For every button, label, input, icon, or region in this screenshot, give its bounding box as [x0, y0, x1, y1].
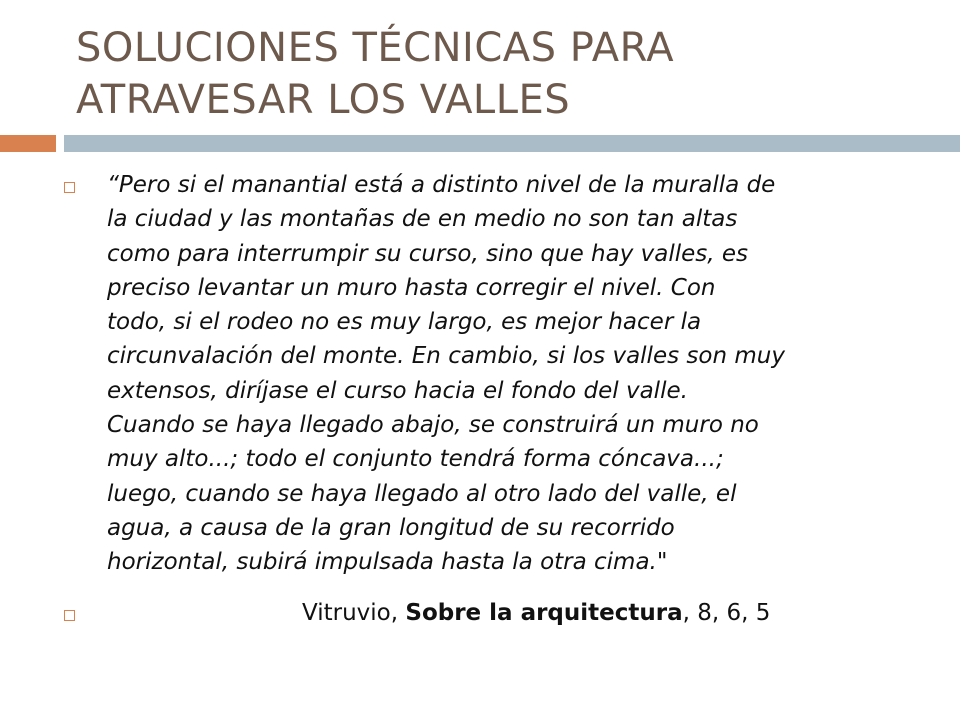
- quote-line: horizontal, subirá impulsada hasta la otra cima.": [107, 549, 668, 576]
- slide-title-line-2: ATRAVESAR LOS VALLES: [76, 77, 571, 123]
- citation-bullet-item: [62, 596, 922, 630]
- quote-line: la ciudad y las montañas de en medio no son tan altas: [107, 206, 738, 233]
- quote-line: Cuando se haya llegado abajo, se construirá un muro no: [107, 412, 759, 439]
- citation-reference: , 8, 6, 5: [682, 599, 771, 626]
- citation-author: Vitruvio,: [302, 599, 406, 626]
- quote-line: preciso levantar un muro hasta corregir el nivel. Con: [107, 274, 716, 301]
- slide-content: [62, 168, 922, 630]
- quote-line: circunvalación del monte. En cambio, si los valles son muy: [107, 343, 785, 370]
- title-rule-bar: [64, 135, 960, 152]
- quote-bullet-item: [62, 168, 922, 580]
- quote-line: todo, si el rodeo no es muy largo, es mejor hacer la: [107, 309, 702, 336]
- quote-line: como para interrumpir su curso, sino que hay valles, es: [107, 240, 749, 267]
- square-bullet-icon: [64, 182, 75, 193]
- quote-line: “Pero si el manantial está a distinto nivel de la muralla de: [107, 172, 776, 198]
- quote-line: muy alto...; todo el conjunto tendrá forma cóncava...;: [107, 446, 724, 473]
- citation-work-title: Sobre la arquitectura: [405, 599, 683, 626]
- title-rule-accent: [0, 135, 56, 152]
- quote-line: extensos, diríjase el curso hacia el fondo del valle.: [107, 377, 688, 404]
- slide-title: [76, 22, 936, 126]
- vitruvius-quote: [107, 168, 907, 580]
- citation: [107, 596, 770, 630]
- quote-line: agua, a causa de la gran longitud de su recorrido: [107, 514, 675, 541]
- quote-line: luego, cuando se haya llegado al otro lado del valle, el: [107, 480, 737, 507]
- slide-title-line-1: SOLUCIONES TÉCNICAS PARA: [76, 25, 675, 71]
- square-bullet-icon: [64, 610, 75, 621]
